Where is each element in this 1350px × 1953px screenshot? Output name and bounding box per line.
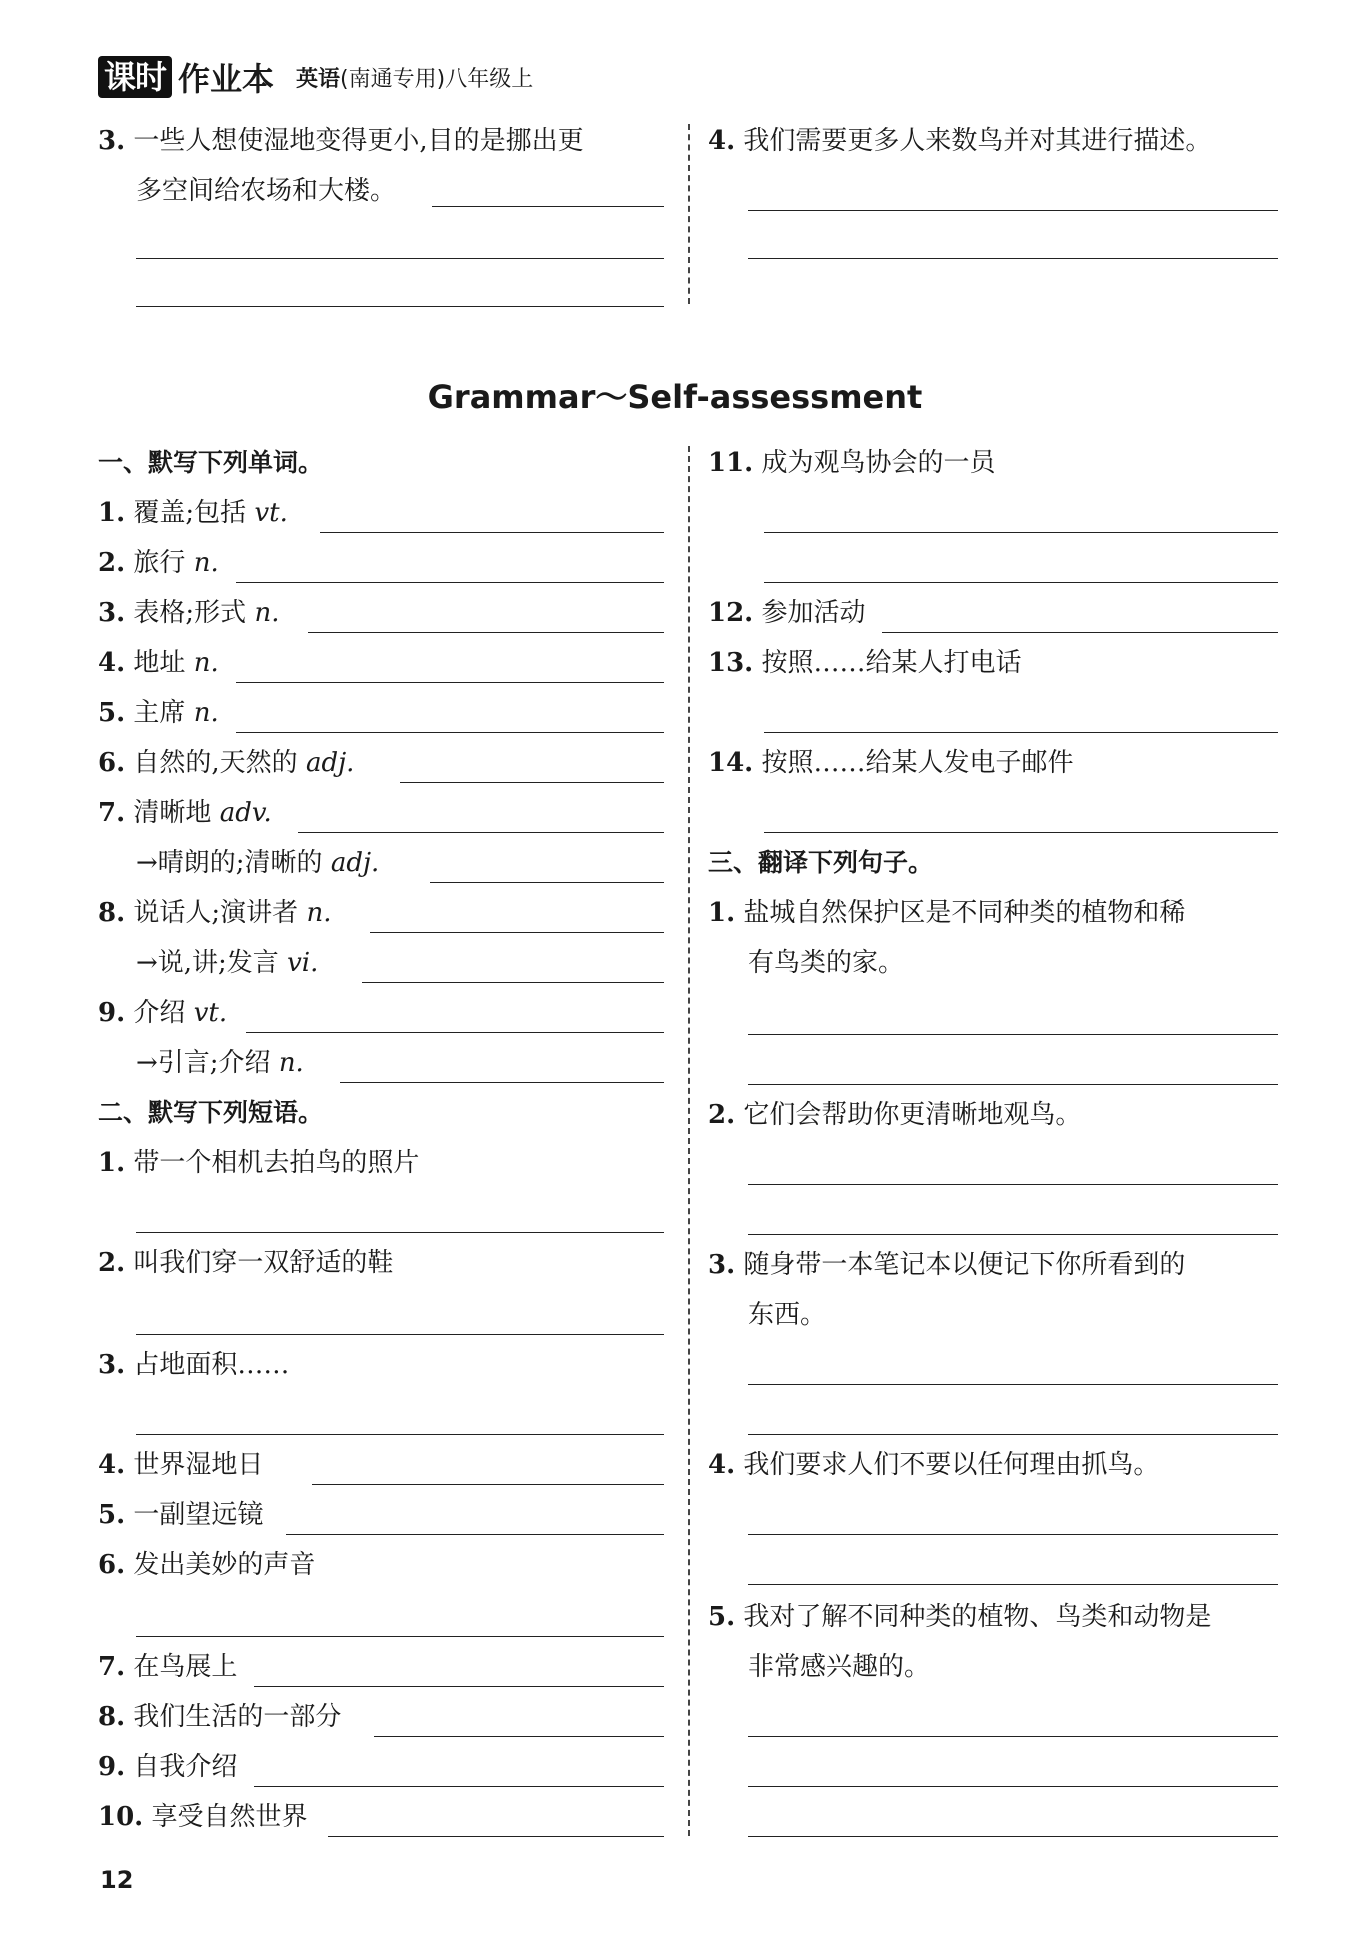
phrase-item-5: 5. 一副望远镜 [98, 1500, 264, 1530]
answer-line [370, 932, 664, 933]
phrase-item-2: 2. 叫我们穿一双舒适的鞋 [98, 1248, 394, 1278]
answer-line [400, 782, 664, 783]
word-item-4: 4. 地址 n. [98, 648, 219, 678]
word-item-5: 5. 主席 n. [98, 698, 219, 728]
sentence-item-5: 5. 我对了解不同种类的植物、鸟类和动物是 [708, 1602, 1212, 1632]
answer-line [748, 1184, 1278, 1185]
phrase-item-13: 13. 按照……给某人打电话 [708, 648, 1022, 678]
answer-line [312, 1484, 664, 1485]
page-header [98, 56, 533, 98]
answer-line [748, 1234, 1278, 1235]
answer-line [362, 982, 664, 983]
phrase-item-3: 3. 占地面积…… [98, 1350, 290, 1380]
word-item-8-derived: →说,讲;发言 vi. [136, 948, 319, 978]
answer-line [136, 306, 664, 307]
sentence-item-5-cont: 非常感兴趣的。 [748, 1652, 931, 1682]
answer-line [236, 582, 664, 583]
answer-line [748, 1786, 1278, 1787]
answer-line [882, 632, 1278, 633]
answer-line [136, 1636, 664, 1637]
answer-line [374, 1736, 664, 1737]
answer-line [286, 1534, 664, 1535]
top-q4: 4. 我们需要更多人来数鸟并对其进行描述。 [708, 126, 1212, 156]
phrase-item-8: 8. 我们生活的一部分 [98, 1702, 342, 1732]
answer-line [748, 1836, 1278, 1837]
phrase-item-7: 7. 在鸟展上 [98, 1652, 238, 1682]
phrase-item-11: 11. 成为观鸟协会的一员 [708, 448, 996, 478]
phrase-item-6: 6. 发出美妙的声音 [98, 1550, 316, 1580]
answer-line [764, 732, 1278, 733]
answer-line [430, 882, 664, 883]
answer-line [748, 1584, 1278, 1585]
subject-label: 英语(南通专用)八年级上 [296, 66, 534, 92]
answer-line [236, 732, 664, 733]
answer-line [340, 1082, 664, 1083]
top-q3-line1: 3. 一些人想使湿地变得更小,目的是挪出更 [98, 126, 584, 156]
word-item-9: 9. 介绍 vt. [98, 998, 228, 1028]
answer-line [320, 532, 664, 533]
answer-line [764, 532, 1278, 533]
phrase-item-9: 9. 自我介绍 [98, 1752, 238, 1782]
word-item-8: 8. 说话人;演讲者 n. [98, 898, 332, 928]
answer-line [254, 1786, 664, 1787]
phrase-item-10: 10. 享受自然世界 [98, 1802, 308, 1832]
word-item-9-derived: →引言;介绍 n. [136, 1048, 304, 1078]
answer-line [136, 1232, 664, 1233]
brand-name: 作业本 [178, 60, 275, 98]
phrase-item-4: 4. 世界湿地日 [98, 1450, 264, 1480]
word-item-1: 1. 覆盖;包括 vt. [98, 498, 288, 528]
part3-heading: 三、翻译下列句子。 [708, 848, 934, 877]
answer-line [764, 832, 1278, 833]
sentence-item-1-cont: 有鸟类的家。 [748, 948, 905, 978]
answer-line [298, 832, 664, 833]
answer-line [136, 1434, 664, 1435]
sentence-item-3: 3. 随身带一本笔记本以便记下你所看到的 [708, 1250, 1186, 1280]
answer-line [748, 1736, 1278, 1737]
word-item-2: 2. 旅行 n. [98, 548, 219, 578]
phrase-item-14: 14. 按照……给某人发电子邮件 [708, 748, 1074, 778]
part2-heading: 二、默写下列短语。 [98, 1098, 324, 1127]
answer-line [236, 682, 664, 683]
answer-line [748, 1034, 1278, 1035]
part1-heading: 一、默写下列单词。 [98, 448, 324, 477]
brand-logo: 课时 [98, 56, 172, 98]
answer-line [748, 258, 1278, 259]
answer-line [748, 1384, 1278, 1385]
sentence-item-4: 4. 我们要求人们不要以任何理由抓鸟。 [708, 1450, 1160, 1480]
word-item-6: 6. 自然的,天然的 adj. [98, 748, 355, 778]
answer-line [748, 1084, 1278, 1085]
top-q3-line2: 多空间给农场和大楼。 [136, 176, 397, 206]
column-divider [688, 446, 690, 1836]
page-number: 12 [100, 1866, 134, 1894]
answer-line [328, 1836, 664, 1837]
answer-line [764, 582, 1278, 583]
column-divider [688, 124, 690, 304]
answer-line [432, 206, 664, 207]
section-title: Grammar～Self-assessment [427, 378, 923, 416]
answer-line [308, 632, 664, 633]
answer-line [748, 1534, 1278, 1535]
answer-line [254, 1686, 664, 1687]
answer-line [748, 210, 1278, 211]
answer-line [136, 258, 664, 259]
word-item-7: 7. 清晰地 adv. [98, 798, 272, 828]
answer-line [748, 1434, 1278, 1435]
phrase-item-1: 1. 带一个相机去拍鸟的照片 [98, 1148, 420, 1178]
sentence-item-1: 1. 盐城自然保护区是不同种类的植物和稀 [708, 898, 1186, 928]
sentence-item-2: 2. 它们会帮助你更清晰地观鸟。 [708, 1100, 1082, 1130]
answer-line [246, 1032, 664, 1033]
sentence-item-3-cont: 东西。 [748, 1300, 827, 1330]
word-item-7-derived: →晴朗的;清晰的 adj. [136, 848, 380, 878]
phrase-item-12: 12. 参加活动 [708, 598, 866, 628]
answer-line [136, 1334, 664, 1335]
word-item-3: 3. 表格;形式 n. [98, 598, 280, 628]
